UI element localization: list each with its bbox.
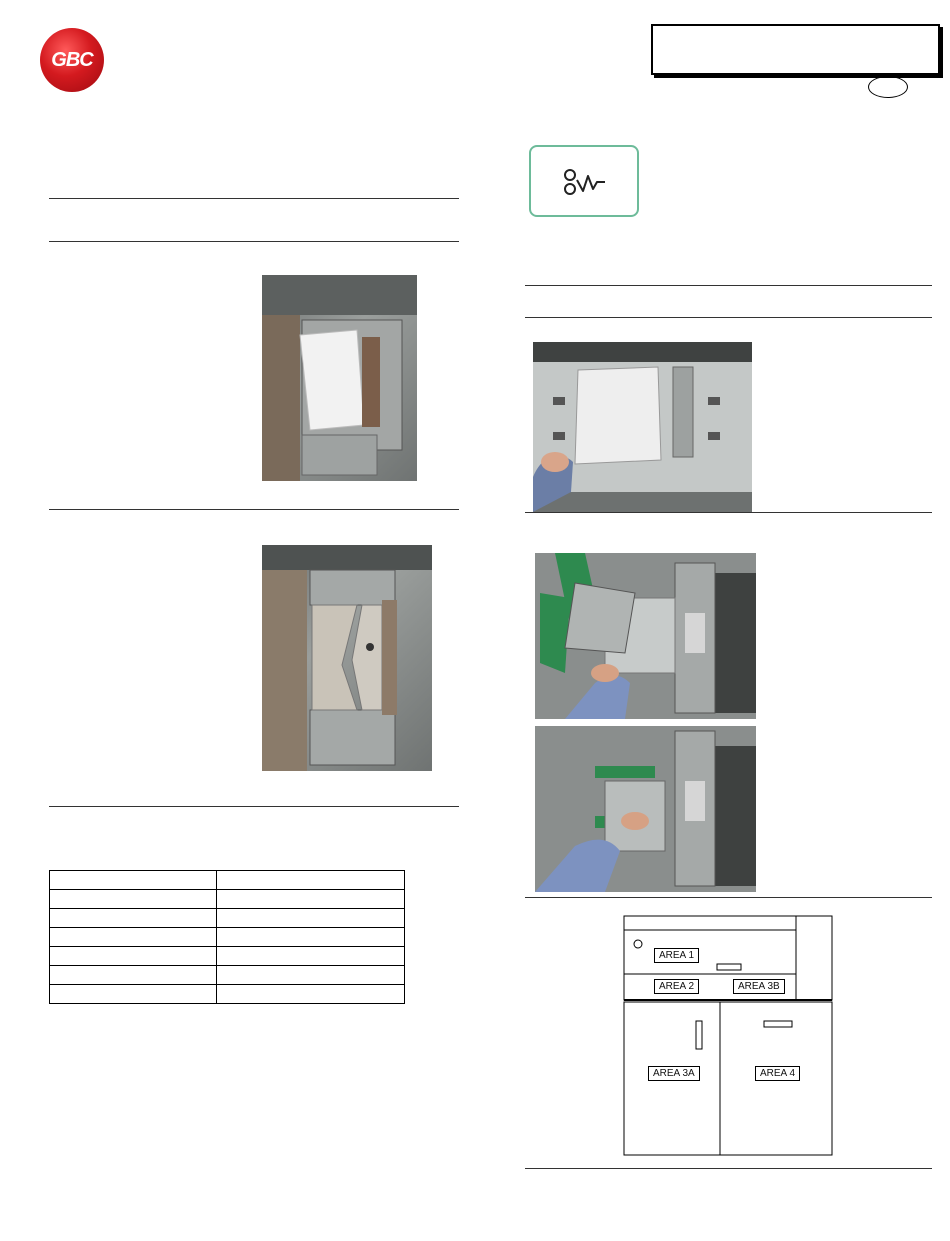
- table-row: [50, 966, 405, 985]
- divider: [525, 1168, 932, 1169]
- table-row: [50, 909, 405, 928]
- divider: [49, 806, 459, 807]
- divider: [525, 512, 932, 513]
- area-3a-label: AREA 3A: [648, 1066, 700, 1081]
- spec-table: [49, 870, 405, 1004]
- area-4-label: AREA 4: [755, 1066, 800, 1081]
- logo-text: GBC: [51, 48, 93, 71]
- photo-belt-assembly-open: [535, 553, 756, 719]
- document-title-box: [651, 24, 940, 75]
- area-3b-label: AREA 3B: [733, 979, 785, 994]
- table-row: [50, 890, 405, 909]
- divider: [49, 198, 459, 199]
- divider: [49, 241, 459, 242]
- divider: [525, 897, 932, 898]
- paper-jam-icon: [529, 145, 639, 217]
- table-row: [50, 871, 405, 890]
- page-number-oval: [868, 76, 908, 98]
- photo-belt-assembly-closed: [535, 726, 756, 892]
- area-2-label: AREA 2: [654, 979, 699, 994]
- machine-area-diagram: [622, 914, 834, 1158]
- area-1-label: AREA 1: [654, 948, 699, 963]
- table-row: [50, 928, 405, 947]
- photo-sheet-on-plate: [533, 342, 752, 512]
- table-row: [50, 985, 405, 1004]
- divider: [49, 509, 459, 510]
- photo-empty-tray: [262, 545, 432, 771]
- photo-paper-tray: [262, 275, 417, 481]
- table-row: [50, 947, 405, 966]
- divider: [525, 317, 932, 318]
- divider: [525, 285, 932, 286]
- gbc-logo: [40, 28, 104, 92]
